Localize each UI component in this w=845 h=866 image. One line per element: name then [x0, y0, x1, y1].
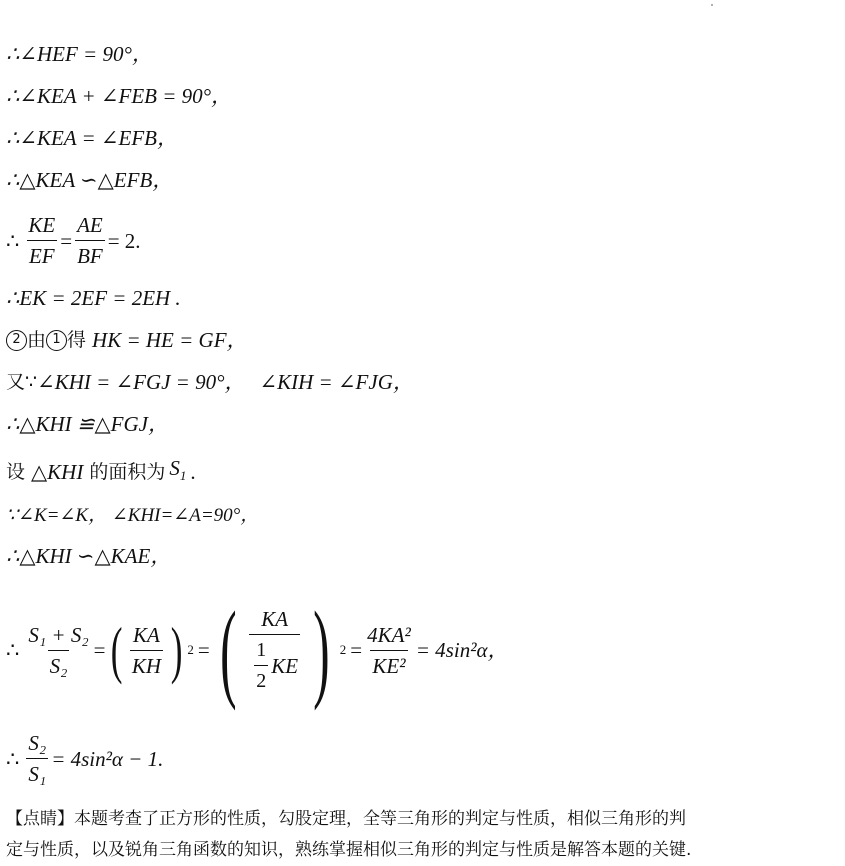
step-result [6, 730, 163, 787]
cjk-text: 又∵ [6, 371, 38, 393]
step-2-from-1 [6, 326, 248, 354]
math-text: ∴∠KEA = ∠EFB， [6, 126, 178, 150]
math-text: ∠KIH = ∠FJG， [259, 370, 414, 394]
numerator: KA [261, 607, 289, 631]
comment-line: 【点睛】本题考查了正方形的性质，勾股定理，全等三角形的判定与性质，相似三角形的判 [6, 809, 686, 829]
step-area-ratio [6, 589, 509, 711]
therefore-symbol: ∴ [6, 228, 20, 253]
math-text: ∴△KEA ∽△EFB， [6, 168, 174, 192]
left-paren: ( [110, 614, 123, 685]
numerator: S₂ [28, 731, 47, 755]
math-text: ∠KHI = ∠FGJ = 90°， [37, 370, 246, 394]
denominator: EF [27, 240, 57, 269]
math-text: ∴△KHI ∽△KAE， [6, 544, 172, 568]
fraction-ke-ef [26, 212, 57, 269]
step-congruent [6, 410, 169, 438]
period: . [190, 460, 196, 484]
fraction-ae-bf [75, 212, 105, 269]
step-ratio [6, 212, 141, 269]
right-paren: ) [313, 589, 330, 711]
math-text: ∴∠HEF = 90°， [6, 42, 153, 66]
step-let-area [6, 454, 196, 490]
fraction-s2-s1 [26, 730, 48, 787]
step-angle-equal [6, 124, 178, 152]
numerator: S₁ + S₂ [28, 622, 89, 647]
fraction-one-half [254, 637, 268, 694]
math-text: ∴△KHI ≌△FGJ， [6, 412, 169, 436]
left-paren: ( [219, 589, 237, 711]
subscript: 1 [179, 468, 187, 483]
math-text: = 4sin²α − 1. [51, 746, 164, 771]
math-text: = 2. [107, 228, 141, 253]
step-angle-sum [6, 82, 232, 110]
denominator: 2 [254, 665, 268, 694]
step-similar-2 [6, 542, 171, 570]
numerator: 1 [256, 639, 267, 661]
fraction-4ka2-ke2 [365, 622, 413, 679]
denominator: KH [130, 650, 163, 679]
equals-sign: = [197, 638, 210, 662]
denominator: KE² [370, 650, 407, 679]
denominator: S₂ [48, 650, 70, 679]
numerator: AE [77, 213, 103, 237]
cjk-text: 得 [67, 329, 87, 351]
denominator: S₁ [26, 758, 48, 787]
s-letter: S [169, 456, 180, 480]
math-text: ∵∠K=∠K， ∠KHI=∠A=90°， [6, 505, 260, 526]
circled-number-2: 2 [6, 330, 27, 351]
step-similar-1 [6, 166, 173, 194]
denominator [249, 634, 300, 694]
equals-sign: = [60, 228, 73, 253]
equals-sign: = [350, 638, 363, 662]
fraction-s-sum [26, 622, 90, 679]
numerator: KE [28, 213, 56, 237]
scan-dot [711, 4, 713, 6]
circled-number-1: 1 [46, 330, 67, 351]
step-also-angles [6, 368, 414, 396]
comment-line: 定与性质，以及锐角三角函数的知识，熟练掌握相似三角形的判定与性质是解答本题的关键. [6, 840, 692, 860]
comment-paragraph [6, 804, 837, 866]
math-text: △KHI [31, 460, 84, 484]
math-text: KE [271, 653, 299, 678]
step-angle-hef [6, 40, 153, 68]
cjk-text: 设 [6, 461, 26, 483]
math-text: ∴∠KEA + ∠FEB = 90°， [6, 84, 233, 108]
cjk-text: 的面积为 [89, 461, 166, 483]
denominator: BF [75, 240, 105, 269]
numerator: 4KA² [367, 622, 411, 647]
math-text: HK = HE = GF， [92, 328, 248, 352]
cjk-text: 由 [27, 329, 47, 351]
therefore-symbol: ∴ [6, 746, 20, 771]
fraction-ka-half-ke [249, 606, 300, 694]
step-because [6, 502, 259, 530]
math-text: ∴EK = 2EF = 2EH . [6, 286, 181, 310]
math-text: = 4sin²α， [415, 638, 509, 662]
area-symbol [169, 454, 186, 490]
right-paren: ) [170, 614, 183, 685]
fraction-ka-kh [130, 622, 163, 679]
equals-sign: = [93, 638, 106, 662]
exponent: 2 [187, 642, 194, 657]
therefore-symbol: ∴ [6, 638, 20, 662]
numerator: KA [132, 622, 160, 647]
exponent: 2 [339, 642, 347, 657]
step-ek [6, 284, 181, 312]
